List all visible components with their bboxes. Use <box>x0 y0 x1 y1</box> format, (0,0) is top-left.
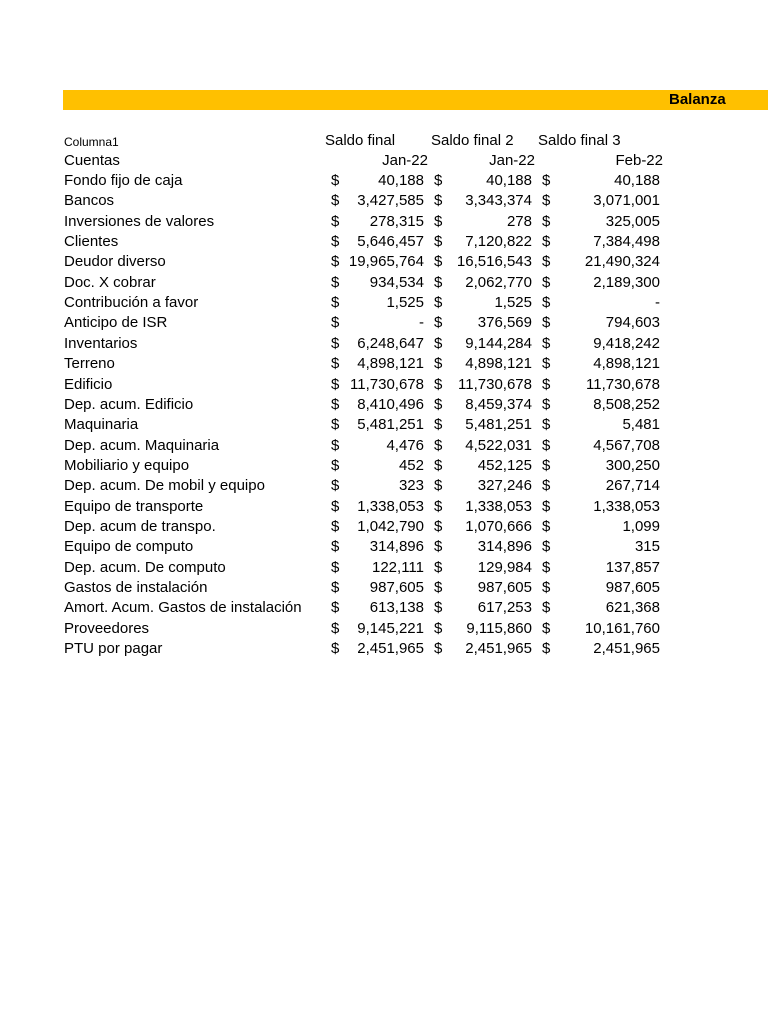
currency-symbol: $ <box>331 376 340 393</box>
currency-symbol: $ <box>331 599 340 616</box>
currency-symbol: $ <box>434 314 443 331</box>
currency-symbol: $ <box>434 437 443 454</box>
currency-symbol: $ <box>542 416 551 433</box>
currency-symbol: $ <box>542 253 551 270</box>
account-name: Clientes <box>64 233 119 250</box>
currency-symbol: $ <box>331 538 340 555</box>
saldo-final-3-value: 267,714 <box>605 477 660 494</box>
account-name: PTU por pagar <box>64 640 163 657</box>
currency-symbol: $ <box>331 314 340 331</box>
saldo-final-2-value: 452,125 <box>477 457 532 474</box>
saldo-final-2-value: 2,062,770 <box>465 274 532 291</box>
currency-symbol: $ <box>542 599 551 616</box>
currency-symbol: $ <box>434 599 443 616</box>
currency-symbol: $ <box>331 192 340 209</box>
saldo-final-2-value: 4,522,031 <box>465 437 532 454</box>
saldo-final-value: 122,111 <box>372 559 424 576</box>
saldo-final-value: 11,730,678 <box>350 376 424 393</box>
saldo-final-2-value: 40,188 <box>486 172 532 189</box>
column-header-saldo-final-2: Saldo final 2 <box>431 132 514 149</box>
saldo-final-3-value: 21,490,324 <box>584 253 660 270</box>
currency-symbol: $ <box>434 355 443 372</box>
saldo-final-value: - <box>419 314 424 331</box>
currency-symbol: $ <box>434 172 443 189</box>
currency-symbol: $ <box>331 172 340 189</box>
currency-symbol: $ <box>434 233 443 250</box>
account-name: Contribución a favor <box>64 294 199 311</box>
account-name: Equipo de computo <box>64 538 194 555</box>
saldo-final-3-value: 10,161,760 <box>584 620 660 637</box>
account-name: Maquinaria <box>64 416 139 433</box>
currency-symbol: $ <box>331 416 340 433</box>
currency-symbol: $ <box>542 294 551 311</box>
saldo-final-3-value: - <box>655 294 660 311</box>
account-name: Mobiliario y equipo <box>64 457 190 474</box>
saldo-final-3-value: 987,605 <box>605 579 660 596</box>
saldo-final-value: 2,451,965 <box>357 640 424 657</box>
saldo-final-3-value: 2,451,965 <box>593 640 660 657</box>
title-banner <box>63 90 768 110</box>
currency-symbol: $ <box>331 335 340 352</box>
currency-symbol: $ <box>434 640 443 657</box>
saldo-final-value: 9,145,221 <box>357 620 424 637</box>
currency-symbol: $ <box>542 233 551 250</box>
saldo-final-value: 40,188 <box>378 172 424 189</box>
date-col2: Jan-22 <box>489 152 535 169</box>
currency-symbol: $ <box>434 498 443 515</box>
saldo-final-value: 6,248,647 <box>357 335 424 352</box>
account-name: Proveedores <box>64 620 150 637</box>
currency-symbol: $ <box>542 192 551 209</box>
saldo-final-2-value: 7,120,822 <box>465 233 532 250</box>
saldo-final-value: 5,481,251 <box>357 416 424 433</box>
saldo-final-3-value: 315 <box>634 538 660 555</box>
saldo-final-3-value: 9,418,242 <box>593 335 660 352</box>
saldo-final-3-value: 794,603 <box>605 314 660 331</box>
sheet-title: Balanza <box>669 91 726 108</box>
saldo-final-3-value: 137,857 <box>605 559 660 576</box>
saldo-final-3-value: 1,338,053 <box>593 498 660 515</box>
saldo-final-2-value: 8,459,374 <box>465 396 532 413</box>
saldo-final-3-value: 621,368 <box>605 599 660 616</box>
saldo-final-3-value: 2,189,300 <box>593 274 660 291</box>
saldo-final-2-value: 3,343,374 <box>465 192 532 209</box>
date-col3: Feb-22 <box>615 152 663 169</box>
currency-symbol: $ <box>434 253 443 270</box>
account-name: Equipo de transporte <box>64 498 204 515</box>
saldo-final-2-value: 314,896 <box>477 538 532 555</box>
saldo-final-2-value: 4,898,121 <box>465 355 532 372</box>
saldo-final-value: 1,338,053 <box>357 498 424 515</box>
currency-symbol: $ <box>434 335 443 352</box>
saldo-final-3-value: 5,481 <box>622 416 660 433</box>
saldo-final-2-value: 987,605 <box>477 579 532 596</box>
currency-symbol: $ <box>331 640 340 657</box>
currency-symbol: $ <box>331 620 340 637</box>
account-name: Anticipo de ISR <box>64 314 168 331</box>
saldo-final-value: 1,525 <box>386 294 424 311</box>
saldo-final-2-value: 376,569 <box>477 314 532 331</box>
column-header-saldo-final: Saldo final <box>325 132 396 149</box>
currency-symbol: $ <box>434 579 443 596</box>
account-name: Dep. acum. De mobil y equipo <box>64 477 265 494</box>
cuentas-label: Cuentas <box>64 152 120 169</box>
currency-symbol: $ <box>542 457 551 474</box>
currency-symbol: $ <box>542 437 551 454</box>
saldo-final-2-value: 1,525 <box>494 294 532 311</box>
saldo-final-2-value: 2,451,965 <box>465 640 532 657</box>
currency-symbol: $ <box>434 538 443 555</box>
saldo-final-value: 4,898,121 <box>357 355 424 372</box>
account-name: Terreno <box>64 355 115 372</box>
currency-symbol: $ <box>434 559 443 576</box>
currency-symbol: $ <box>542 376 551 393</box>
saldo-final-value: 987,605 <box>369 579 424 596</box>
saldo-final-2-value: 1,070,666 <box>465 518 532 535</box>
saldo-final-3-value: 8,508,252 <box>593 396 660 413</box>
saldo-final-3-value: 7,384,498 <box>593 233 660 250</box>
currency-symbol: $ <box>542 355 551 372</box>
saldo-final-3-value: 325,005 <box>605 213 660 230</box>
currency-symbol: $ <box>434 192 443 209</box>
saldo-final-3-value: 300,250 <box>605 457 660 474</box>
saldo-final-value: 8,410,496 <box>357 396 424 413</box>
currency-symbol: $ <box>331 233 340 250</box>
currency-symbol: $ <box>542 213 551 230</box>
account-name: Dep. acum de transpo. <box>64 518 216 535</box>
currency-symbol: $ <box>542 620 551 637</box>
saldo-final-value: 278,315 <box>369 213 424 230</box>
account-name: Bancos <box>64 192 115 209</box>
currency-symbol: $ <box>331 294 340 311</box>
currency-symbol: $ <box>542 538 551 555</box>
saldo-final-value: 3,427,585 <box>357 192 424 209</box>
account-name: Amort. Acum. Gastos de instalación <box>64 599 302 616</box>
currency-symbol: $ <box>542 314 551 331</box>
saldo-final-2-value: 1,338,053 <box>465 498 532 515</box>
date-col1: Jan-22 <box>382 152 428 169</box>
currency-symbol: $ <box>434 518 443 535</box>
saldo-final-3-value: 1,099 <box>622 518 660 535</box>
saldo-final-2-value: 16,516,543 <box>456 253 532 270</box>
column-label-header: Columna1 <box>64 135 119 149</box>
saldo-final-3-value: 11,730,678 <box>586 376 660 393</box>
saldo-final-2-value: 5,481,251 <box>465 416 532 433</box>
currency-symbol: $ <box>434 620 443 637</box>
saldo-final-value: 323 <box>398 477 424 494</box>
saldo-final-3-value: 4,898,121 <box>593 355 660 372</box>
currency-symbol: $ <box>331 437 340 454</box>
currency-symbol: $ <box>542 335 551 352</box>
currency-symbol: $ <box>331 213 340 230</box>
account-name: Doc. X cobrar <box>64 274 156 291</box>
saldo-final-2-value: 11,730,678 <box>458 376 532 393</box>
currency-symbol: $ <box>542 498 551 515</box>
account-name: Fondo fijo de caja <box>64 172 183 189</box>
currency-symbol: $ <box>542 172 551 189</box>
currency-symbol: $ <box>331 396 340 413</box>
currency-symbol: $ <box>331 477 340 494</box>
saldo-final-2-value: 617,253 <box>477 599 532 616</box>
saldo-final-3-value: 4,567,708 <box>593 437 660 454</box>
currency-symbol: $ <box>434 457 443 474</box>
account-name: Dep. acum. Maquinaria <box>64 437 220 454</box>
saldo-final-3-value: 3,071,001 <box>593 192 660 209</box>
account-name: Inventarios <box>64 335 138 352</box>
saldo-final-3-value: 40,188 <box>614 172 660 189</box>
currency-symbol: $ <box>542 579 551 596</box>
saldo-final-value: 314,896 <box>369 538 424 555</box>
currency-symbol: $ <box>434 274 443 291</box>
saldo-final-value: 4,476 <box>386 437 424 454</box>
saldo-final-2-value: 9,115,860 <box>466 620 532 637</box>
currency-symbol: $ <box>434 396 443 413</box>
saldo-final-2-value: 129,984 <box>477 559 532 576</box>
currency-symbol: $ <box>331 559 340 576</box>
currency-symbol: $ <box>331 579 340 596</box>
currency-symbol: $ <box>542 640 551 657</box>
currency-symbol: $ <box>331 518 340 535</box>
account-name: Inversiones de valores <box>64 213 215 230</box>
saldo-final-value: 5,646,457 <box>357 233 424 250</box>
currency-symbol: $ <box>542 477 551 494</box>
column-header-saldo-final-3: Saldo final 3 <box>538 132 621 149</box>
currency-symbol: $ <box>542 518 551 535</box>
saldo-final-2-value: 327,246 <box>477 477 532 494</box>
currency-symbol: $ <box>331 253 340 270</box>
account-name: Edificio <box>64 376 113 393</box>
saldo-final-value: 613,138 <box>369 599 424 616</box>
currency-symbol: $ <box>542 559 551 576</box>
saldo-final-value: 1,042,790 <box>357 518 424 535</box>
account-name: Gastos de instalación <box>64 579 208 596</box>
currency-symbol: $ <box>434 213 443 230</box>
saldo-final-2-value: 278 <box>506 213 532 230</box>
account-name: Deudor diverso <box>64 253 166 270</box>
currency-symbol: $ <box>542 396 551 413</box>
saldo-final-value: 934,534 <box>369 274 424 291</box>
saldo-final-value: 452 <box>398 457 424 474</box>
currency-symbol: $ <box>331 274 340 291</box>
currency-symbol: $ <box>331 457 340 474</box>
currency-symbol: $ <box>331 498 340 515</box>
saldo-final-2-value: 9,144,284 <box>465 335 532 352</box>
currency-symbol: $ <box>434 477 443 494</box>
currency-symbol: $ <box>434 416 443 433</box>
currency-symbol: $ <box>542 274 551 291</box>
saldo-final-value: 19,965,764 <box>348 253 424 270</box>
account-name: Dep. acum. Edificio <box>64 396 194 413</box>
account-name: Dep. acum. De computo <box>64 559 226 576</box>
currency-symbol: $ <box>434 294 443 311</box>
currency-symbol: $ <box>434 376 443 393</box>
currency-symbol: $ <box>331 355 340 372</box>
